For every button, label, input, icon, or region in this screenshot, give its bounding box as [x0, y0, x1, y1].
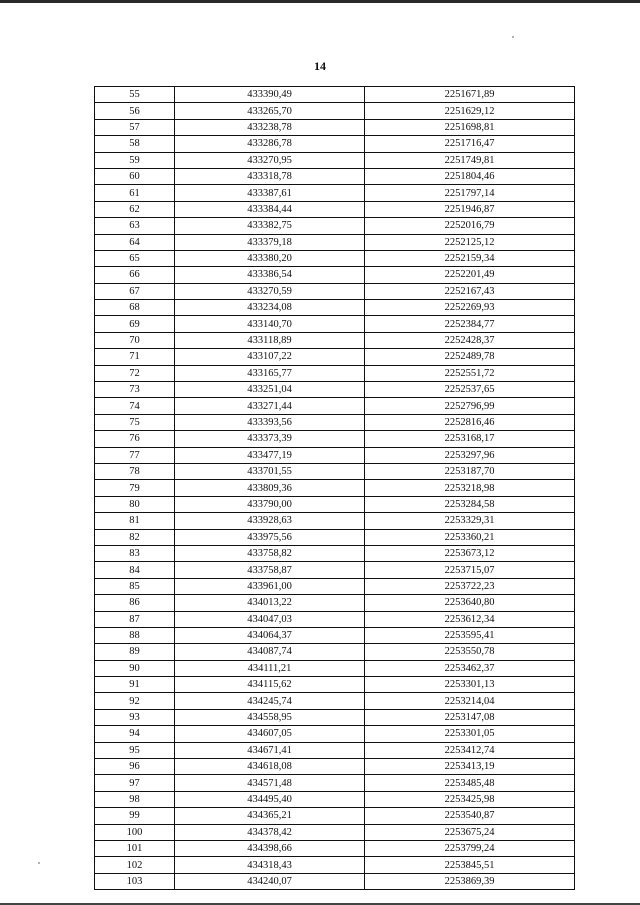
table-row: [95, 677, 575, 693]
table-row: [95, 529, 575, 545]
y-coordinate-cell: 2253297,96: [365, 447, 575, 463]
table-row: [95, 365, 575, 381]
x-coordinate-cell: 433387,61: [175, 185, 365, 201]
point-number-cell: 94: [95, 726, 175, 742]
x-coordinate-cell: 434558,95: [175, 709, 365, 725]
point-number-cell: 99: [95, 808, 175, 824]
table-row: [95, 578, 575, 594]
table-row: [95, 726, 575, 742]
y-coordinate-cell: 2253218,98: [365, 480, 575, 496]
y-coordinate-cell: 2252201,49: [365, 267, 575, 283]
x-coordinate-cell: 434064,37: [175, 627, 365, 643]
x-coordinate-cell: 434618,08: [175, 759, 365, 775]
y-coordinate-cell: 2253869,39: [365, 873, 575, 889]
y-coordinate-cell: 2253485,48: [365, 775, 575, 791]
x-coordinate-cell: 433393,56: [175, 414, 365, 430]
point-number-cell: 63: [95, 218, 175, 234]
x-coordinate-cell: 434378,42: [175, 824, 365, 840]
y-coordinate-cell: 2253168,17: [365, 431, 575, 447]
point-number-cell: 103: [95, 873, 175, 889]
y-coordinate-cell: 2253612,34: [365, 611, 575, 627]
table-row: [95, 824, 575, 840]
x-coordinate-cell: 433238,78: [175, 119, 365, 135]
table-row: [95, 545, 575, 561]
y-coordinate-cell: 2253715,07: [365, 562, 575, 578]
y-coordinate-cell: 2253301,13: [365, 677, 575, 693]
x-coordinate-cell: 433270,59: [175, 283, 365, 299]
x-coordinate-cell: 434365,21: [175, 808, 365, 824]
table-row: [95, 349, 575, 365]
point-number-cell: 97: [95, 775, 175, 791]
y-coordinate-cell: 2253550,78: [365, 644, 575, 660]
point-number-cell: 89: [95, 644, 175, 660]
x-coordinate-cell: 433382,75: [175, 218, 365, 234]
table-row: [95, 103, 575, 119]
point-number-cell: 84: [95, 562, 175, 578]
table-row: [95, 332, 575, 348]
table-row: [95, 496, 575, 512]
y-coordinate-cell: 2252796,99: [365, 398, 575, 414]
table-row: [95, 480, 575, 496]
y-coordinate-cell: 2253147,08: [365, 709, 575, 725]
y-coordinate-cell: 2253640,80: [365, 595, 575, 611]
x-coordinate-cell: 433928,63: [175, 513, 365, 529]
y-coordinate-cell: 2252551,72: [365, 365, 575, 381]
x-coordinate-cell: 433758,87: [175, 562, 365, 578]
y-coordinate-cell: 2251698,81: [365, 119, 575, 135]
y-coordinate-cell: 2251749,81: [365, 152, 575, 168]
table-row: [95, 300, 575, 316]
table-row: [95, 185, 575, 201]
point-number-cell: 67: [95, 283, 175, 299]
x-coordinate-cell: 433384,44: [175, 201, 365, 217]
coordinates-table: [94, 86, 575, 890]
x-coordinate-cell: 434571,48: [175, 775, 365, 791]
table-row: [95, 201, 575, 217]
table-row: [95, 808, 575, 824]
table-row: [95, 218, 575, 234]
y-coordinate-cell: 2252816,46: [365, 414, 575, 430]
table-row: [95, 709, 575, 725]
x-coordinate-cell: 434607,05: [175, 726, 365, 742]
y-coordinate-cell: 2252269,93: [365, 300, 575, 316]
x-coordinate-cell: 433975,56: [175, 529, 365, 545]
y-coordinate-cell: 2251797,14: [365, 185, 575, 201]
y-coordinate-cell: 2252537,65: [365, 382, 575, 398]
x-coordinate-cell: 433701,55: [175, 463, 365, 479]
table-row: [95, 644, 575, 660]
x-coordinate-cell: 434240,07: [175, 873, 365, 889]
point-number-cell: 58: [95, 136, 175, 152]
table-row: [95, 414, 575, 430]
point-number-cell: 71: [95, 349, 175, 365]
point-number-cell: 70: [95, 332, 175, 348]
x-coordinate-cell: 433165,77: [175, 365, 365, 381]
x-coordinate-cell: 433380,20: [175, 250, 365, 266]
y-coordinate-cell: 2253301,05: [365, 726, 575, 742]
y-coordinate-cell: 2253673,12: [365, 545, 575, 561]
point-number-cell: 83: [95, 545, 175, 561]
table-row: [95, 611, 575, 627]
table-row: [95, 693, 575, 709]
point-number-cell: 74: [95, 398, 175, 414]
point-number-cell: 95: [95, 742, 175, 758]
table-row: [95, 447, 575, 463]
x-coordinate-cell: 433118,89: [175, 332, 365, 348]
point-number-cell: 65: [95, 250, 175, 266]
table-row: [95, 759, 575, 775]
table-row: [95, 119, 575, 135]
table-row: [95, 152, 575, 168]
point-number-cell: 81: [95, 513, 175, 529]
y-coordinate-cell: 2253540,87: [365, 808, 575, 824]
x-coordinate-cell: 433477,19: [175, 447, 365, 463]
y-coordinate-cell: 2253187,70: [365, 463, 575, 479]
table-row: [95, 513, 575, 529]
table-row: [95, 857, 575, 873]
scan-speck: [512, 36, 514, 38]
point-number-cell: 102: [95, 857, 175, 873]
y-coordinate-cell: 2253675,24: [365, 824, 575, 840]
x-coordinate-cell: 433265,70: [175, 103, 365, 119]
x-coordinate-cell: 433107,22: [175, 349, 365, 365]
point-number-cell: 92: [95, 693, 175, 709]
point-number-cell: 100: [95, 824, 175, 840]
table-row: [95, 382, 575, 398]
point-number-cell: 61: [95, 185, 175, 201]
y-coordinate-cell: 2251716,47: [365, 136, 575, 152]
table-row: [95, 595, 575, 611]
table-row: [95, 283, 575, 299]
x-coordinate-cell: 434111,21: [175, 660, 365, 676]
point-number-cell: 59: [95, 152, 175, 168]
table-row: [95, 742, 575, 758]
y-coordinate-cell: 2253360,21: [365, 529, 575, 545]
point-number-cell: 68: [95, 300, 175, 316]
point-number-cell: 60: [95, 168, 175, 184]
table-row: [95, 627, 575, 643]
y-coordinate-cell: 2253412,74: [365, 742, 575, 758]
point-number-cell: 90: [95, 660, 175, 676]
y-coordinate-cell: 2253845,51: [365, 857, 575, 873]
table-row: [95, 791, 575, 807]
x-coordinate-cell: 433390,49: [175, 87, 365, 103]
point-number-cell: 56: [95, 103, 175, 119]
table-row: [95, 873, 575, 889]
x-coordinate-cell: 434671,41: [175, 742, 365, 758]
y-coordinate-cell: 2252428,37: [365, 332, 575, 348]
x-coordinate-cell: 433318,78: [175, 168, 365, 184]
point-number-cell: 87: [95, 611, 175, 627]
y-coordinate-cell: 2252125,12: [365, 234, 575, 250]
x-coordinate-cell: 434087,74: [175, 644, 365, 660]
y-coordinate-cell: 2253329,31: [365, 513, 575, 529]
point-number-cell: 96: [95, 759, 175, 775]
point-number-cell: 66: [95, 267, 175, 283]
x-coordinate-cell: 433809,36: [175, 480, 365, 496]
point-number-cell: 85: [95, 578, 175, 594]
y-coordinate-cell: 2251671,89: [365, 87, 575, 103]
point-number-cell: 80: [95, 496, 175, 512]
y-coordinate-cell: 2251946,87: [365, 201, 575, 217]
point-number-cell: 73: [95, 382, 175, 398]
point-number-cell: 55: [95, 87, 175, 103]
y-coordinate-cell: 2251629,12: [365, 103, 575, 119]
table-row: [95, 136, 575, 152]
x-coordinate-cell: 434047,03: [175, 611, 365, 627]
y-coordinate-cell: 2253462,37: [365, 660, 575, 676]
point-number-cell: 72: [95, 365, 175, 381]
y-coordinate-cell: 2252489,78: [365, 349, 575, 365]
point-number-cell: 64: [95, 234, 175, 250]
x-coordinate-cell: 433251,04: [175, 382, 365, 398]
y-coordinate-cell: 2252016,79: [365, 218, 575, 234]
point-number-cell: 86: [95, 595, 175, 611]
point-number-cell: 101: [95, 840, 175, 856]
x-coordinate-cell: 434245,74: [175, 693, 365, 709]
table-row: [95, 431, 575, 447]
table-row: [95, 660, 575, 676]
point-number-cell: 69: [95, 316, 175, 332]
x-coordinate-cell: 433286,78: [175, 136, 365, 152]
point-number-cell: 91: [95, 677, 175, 693]
y-coordinate-cell: 2253595,41: [365, 627, 575, 643]
x-coordinate-cell: 434013,22: [175, 595, 365, 611]
x-coordinate-cell: 433379,18: [175, 234, 365, 250]
point-number-cell: 57: [95, 119, 175, 135]
table-row: [95, 87, 575, 103]
table-row: [95, 168, 575, 184]
y-coordinate-cell: 2251804,46: [365, 168, 575, 184]
x-coordinate-cell: 433270,95: [175, 152, 365, 168]
x-coordinate-cell: 433790,00: [175, 496, 365, 512]
page-number: 14: [314, 59, 326, 73]
x-coordinate-cell: 434115,62: [175, 677, 365, 693]
table-row: [95, 267, 575, 283]
table-row: [95, 250, 575, 266]
x-coordinate-cell: 433758,82: [175, 545, 365, 561]
scan-speck: [38, 862, 40, 864]
point-number-cell: 79: [95, 480, 175, 496]
table-row: [95, 316, 575, 332]
x-coordinate-cell: 434398,66: [175, 840, 365, 856]
y-coordinate-cell: 2253799,24: [365, 840, 575, 856]
x-coordinate-cell: 434495,40: [175, 791, 365, 807]
table-row: [95, 775, 575, 791]
x-coordinate-cell: 433234,08: [175, 300, 365, 316]
x-coordinate-cell: 433140,70: [175, 316, 365, 332]
y-coordinate-cell: 2253284,58: [365, 496, 575, 512]
x-coordinate-cell: 433386,54: [175, 267, 365, 283]
y-coordinate-cell: 2253214,04: [365, 693, 575, 709]
table-row: [95, 840, 575, 856]
point-number-cell: 76: [95, 431, 175, 447]
table-row: [95, 398, 575, 414]
x-coordinate-cell: 433961,00: [175, 578, 365, 594]
point-number-cell: 98: [95, 791, 175, 807]
x-coordinate-cell: 433373,39: [175, 431, 365, 447]
y-coordinate-cell: 2252159,34: [365, 250, 575, 266]
y-coordinate-cell: 2253425,98: [365, 791, 575, 807]
table-row: [95, 234, 575, 250]
scan-edge-top: [0, 0, 640, 3]
table-row: [95, 562, 575, 578]
point-number-cell: 82: [95, 529, 175, 545]
y-coordinate-cell: 2252167,43: [365, 283, 575, 299]
point-number-cell: 93: [95, 709, 175, 725]
table-row: [95, 463, 575, 479]
x-coordinate-cell: 434318,43: [175, 857, 365, 873]
point-number-cell: 62: [95, 201, 175, 217]
point-number-cell: 88: [95, 627, 175, 643]
y-coordinate-cell: 2253722,23: [365, 578, 575, 594]
point-number-cell: 77: [95, 447, 175, 463]
point-number-cell: 75: [95, 414, 175, 430]
y-coordinate-cell: 2252384,77: [365, 316, 575, 332]
y-coordinate-cell: 2253413,19: [365, 759, 575, 775]
coordinates-table-body: [95, 87, 575, 890]
point-number-cell: 78: [95, 463, 175, 479]
x-coordinate-cell: 433271,44: [175, 398, 365, 414]
